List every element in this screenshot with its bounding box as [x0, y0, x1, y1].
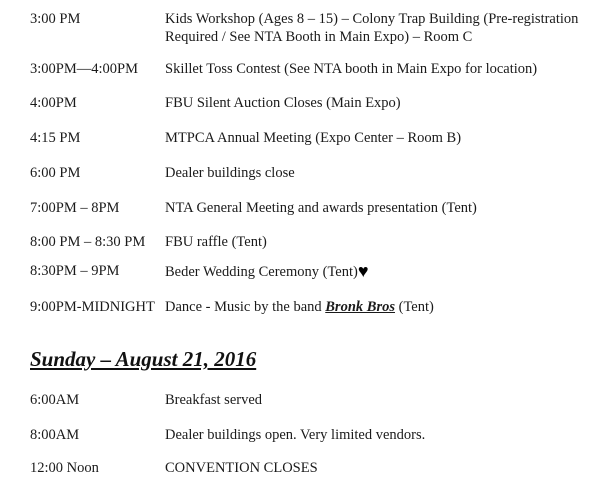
event-description-line: NTA General Meeting and awards presentation (Tent)	[165, 200, 477, 216]
event-description	[165, 164, 605, 182]
event-description-line: Skillet Toss Contest (See NTA booth in Main Expo for location)	[165, 61, 538, 77]
event-time: 12:00 Noon	[30, 460, 99, 476]
event-time: 8:30PM – 9PM	[30, 263, 120, 279]
event-description-suffix: (Tent)	[394, 299, 434, 315]
heart-icon: ♥	[357, 261, 369, 281]
event-description-line: Dealer buildings open. Very limited vendors.	[165, 427, 426, 443]
event-description	[165, 391, 605, 409]
event-description	[165, 262, 605, 281]
event-time: 3:00 PM	[30, 11, 81, 27]
event-time: 8:00AM	[30, 427, 80, 443]
event-time: 6:00 PM	[30, 165, 81, 181]
band-name: Bronk Bros	[325, 299, 395, 315]
event-time: 4:00PM	[30, 95, 77, 111]
event-description	[165, 233, 605, 251]
day-heading: Sunday – August 21, 2016	[30, 347, 257, 371]
event-description	[165, 129, 605, 147]
event-time: 6:00AM	[30, 392, 80, 408]
event-time: 7:00PM – 8PM	[30, 200, 120, 216]
event-time: 9:00PM-MIDNIGHT	[30, 299, 155, 315]
event-description	[165, 199, 605, 217]
event-time: 8:00 PM – 8:30 PM	[30, 234, 146, 250]
event-description	[165, 298, 605, 316]
event-description-line: FBU Silent Auction Closes (Main Expo)	[165, 95, 401, 111]
event-description	[165, 94, 605, 112]
event-description-line: Required / See NTA Booth in Main Expo) – Room C	[165, 29, 473, 45]
event-description-line: FBU raffle (Tent)	[165, 234, 267, 250]
event-description-line: CONVENTION CLOSES	[165, 460, 318, 476]
event-time: 4:15 PM	[30, 130, 81, 146]
event-description	[165, 426, 605, 444]
event-description-line: MTPCA Annual Meeting (Expo Center – Room B)	[165, 130, 462, 146]
event-description-line: Breakfast served	[165, 392, 263, 408]
event-description	[165, 459, 605, 477]
event-description-line: Dance - Music by the band	[165, 299, 326, 315]
event-description	[165, 10, 605, 46]
event-time: 3:00PM—4:00PM	[30, 61, 138, 77]
event-description	[165, 60, 605, 78]
event-description-line: Kids Workshop (Ages 8 – 15) – Colony Trap Building (Pre-registration	[165, 11, 579, 27]
event-description-line: Beder Wedding Ceremony (Tent)	[165, 264, 358, 280]
event-description-line: Dealer buildings close	[165, 165, 295, 181]
